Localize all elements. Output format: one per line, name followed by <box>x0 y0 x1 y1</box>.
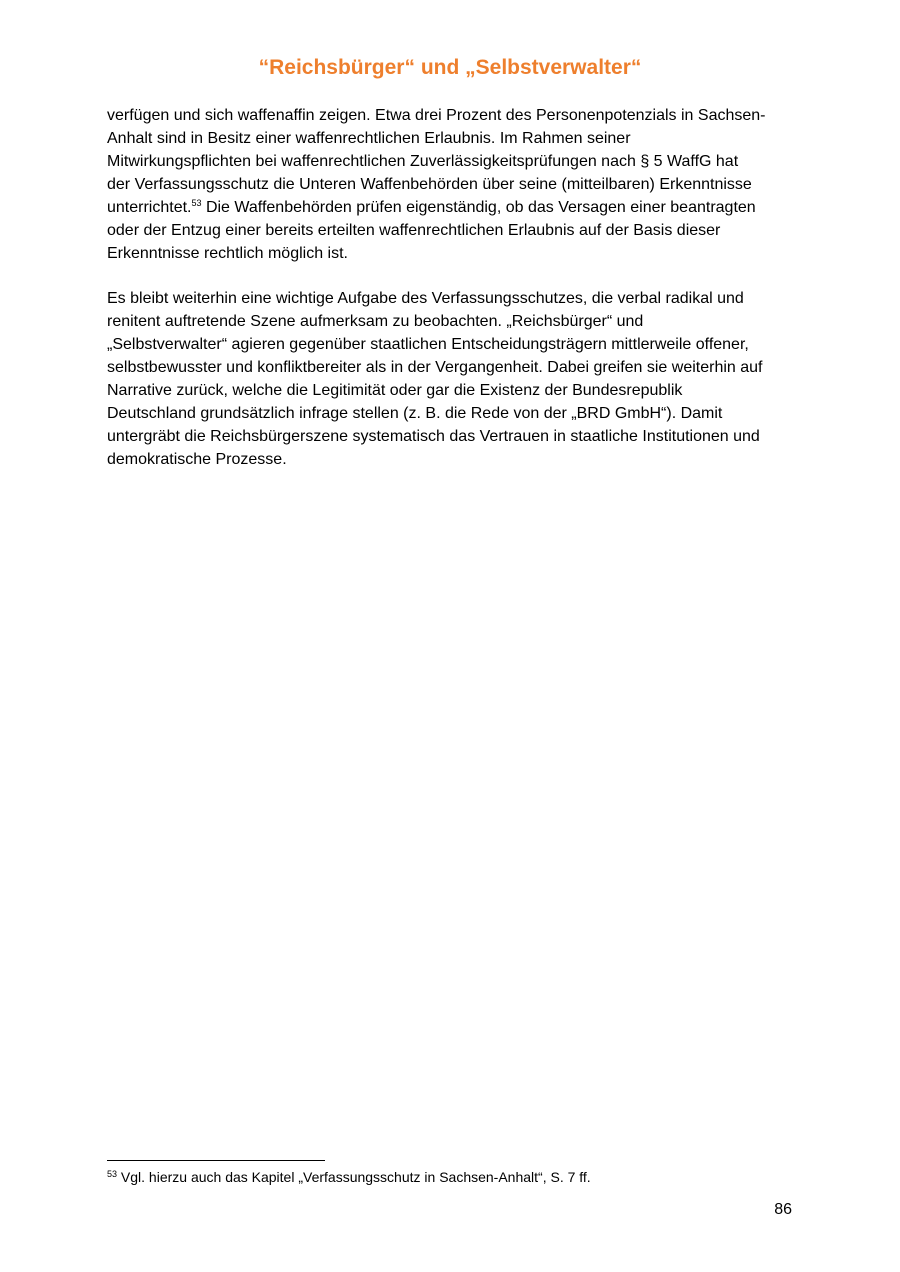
body-text <box>107 104 797 493</box>
text-line: Mitwirkungspflichten bei waffenrechtlichen Zuverlässigkeitsprüfungen nach § 5 WaffG hat <box>107 153 739 170</box>
text-segment: unterrichtet. <box>107 199 192 216</box>
text-line: selbstbewusster und konfliktbereiter als in der Vergangenheit. Dabei greifen sie weiterhin auf <box>107 359 763 376</box>
footnote-reference[interactable]: 53 <box>191 198 202 208</box>
text-line: Anhalt sind in Besitz einer waffenrechtlichen Erlaubnis. Im Rahmen seiner <box>107 130 631 147</box>
text-line-with-footnote <box>107 196 797 219</box>
text-segment: Die Waffenbehörden prüfen eigenständig, ob das Versagen einer beantragten <box>201 199 756 216</box>
paragraph-2 <box>107 287 797 471</box>
text-line: Deutschland grundsätzlich infrage stellen (z. B. die Rede von der „BRD GmbH“). Damit <box>107 405 723 422</box>
text-line: verfügen und sich waffenaffin zeigen. Etwa drei Prozent des Personenpotenzials in Sachsen- <box>107 107 766 124</box>
text-line: „Selbstverwalter“ agieren gegenüber staatlichen Entscheidungsträgern mittlerweile offener, <box>107 336 749 353</box>
text-line: demokratische Prozesse. <box>107 451 287 468</box>
footnote <box>107 1167 591 1187</box>
text-line: oder der Entzug einer bereits erteilten waffenrechtlichen Erlaubnis auf der Basis dieser <box>107 222 721 239</box>
footnote-number: 53 <box>107 1169 118 1179</box>
text-line: renitent auftretende Szene aufmerksam zu beobachten. „Reichsbürger“ und <box>107 313 644 330</box>
page-title: “Reichsbürger“ und „Selbstverwalter“ <box>258 56 642 79</box>
text-line: Erkenntnisse rechtlich möglich ist. <box>107 245 348 262</box>
text-line: der Verfassungsschutz die Unteren Waffenbehörden über seine (mitteilbaren) Erkenntnisse <box>107 176 752 193</box>
paragraph-1 <box>107 104 797 265</box>
page-number: 86 <box>774 1201 792 1218</box>
text-line: untergräbt die Reichsbürgerszene systematisch das Vertrauen in staatliche Institutionen und <box>107 428 760 445</box>
text-line: Es bleibt weiterhin eine wichtige Aufgabe des Verfassungsschutzes, die verbal radikal und <box>107 290 744 307</box>
text-line: Narrative zurück, welche die Legitimität oder gar die Existenz der Bundesrepublik <box>107 382 683 399</box>
footnote-divider <box>107 1160 325 1161</box>
footnote-text: Vgl. hierzu auch das Kapitel „Verfassungsschutz in Sachsen-Anhalt“, S. 7 ff. <box>117 1169 591 1185</box>
